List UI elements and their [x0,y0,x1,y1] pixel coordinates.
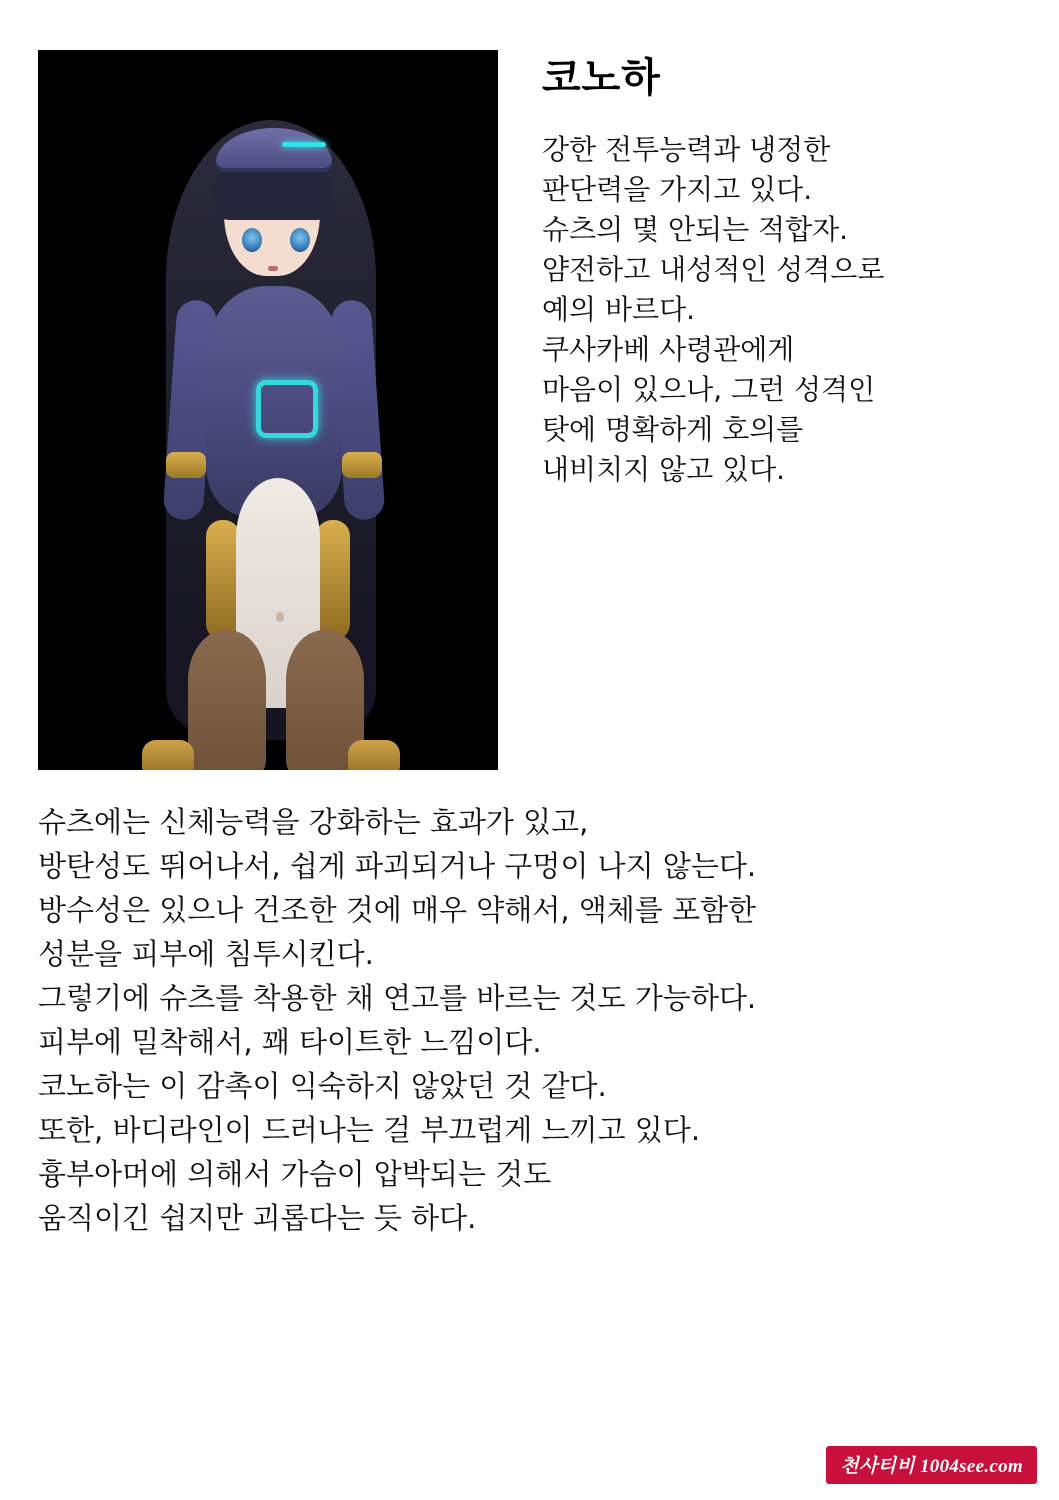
watermark-badge: 천사티비 1004see.com [826,1446,1037,1484]
character-name: 코노하 [542,55,661,101]
body-line: 슈츠에는 신체능력을 강화하는 효과가 있고, [38,805,589,839]
visor-glow-line [282,142,326,147]
hip-armor-left-shape [206,520,240,640]
eye-left-shape [242,228,262,252]
profile-line: 슈츠의 몇 안되는 적합자. [542,213,849,246]
body-line: 방탄성도 뛰어나서, 쉽게 파괴되거나 구멍이 나지 않는다. [38,849,757,883]
hip-armor-right-shape [316,520,350,640]
chest-glow-shape [256,380,318,438]
character-illustration [38,50,498,770]
knee-guard-left-shape [142,740,194,770]
body-line: 움직이긴 쉽지만 괴롭다는 듯 하다. [38,1201,477,1235]
body-line: 성분을 피부에 침투시킨다. [38,937,374,971]
eye-right-shape [290,228,310,252]
profile-line: 쿠사카베 사령관에게 [542,333,795,366]
profile-line: 마음이 있으나, 그런 성격인 [542,373,876,406]
profile-line: 강한 전투능력과 냉정한 [542,133,831,166]
profile-line: 예의 바르다. [542,293,696,326]
body-line: 그렇기에 슈츠를 착용한 채 연고를 바르는 것도 가능하다. [38,981,757,1015]
profile-description [542,130,1023,490]
body-line: 방수성은 있으나 건조한 것에 매우 약해서, 액체를 포함한 [38,893,757,927]
profile-line: 내비치지 않고 있다. [542,453,786,486]
arm-guard-left-shape [166,452,206,478]
profile-line: 탓에 명확하게 호의를 [542,413,804,446]
knee-guard-right-shape [348,740,400,770]
profile-line: 판단력을 가지고 있다. [542,173,813,206]
leg-left-shape [188,630,266,770]
body-line: 또한, 바디라인이 드러나는 걸 부끄럽게 느끼고 있다. [38,1113,701,1147]
body-line: 피부에 밀착해서, 꽤 타이트한 느낌이다. [38,1025,542,1059]
navel-shape [276,612,284,622]
character-profile-section [38,50,1023,770]
body-line: 코노하는 이 감촉이 익숙하지 않았던 것 같다. [38,1069,607,1103]
profile-text-block [542,50,1023,490]
body-text-block [38,800,1028,1240]
mouth-shape [268,266,278,271]
arm-guard-right-shape [342,452,382,478]
character-portrait [38,50,498,770]
body-line: 흉부아머에 의해서 가슴이 압박되는 것도 [38,1157,552,1191]
profile-line: 얌전하고 내성적인 성격으로 [542,253,885,286]
